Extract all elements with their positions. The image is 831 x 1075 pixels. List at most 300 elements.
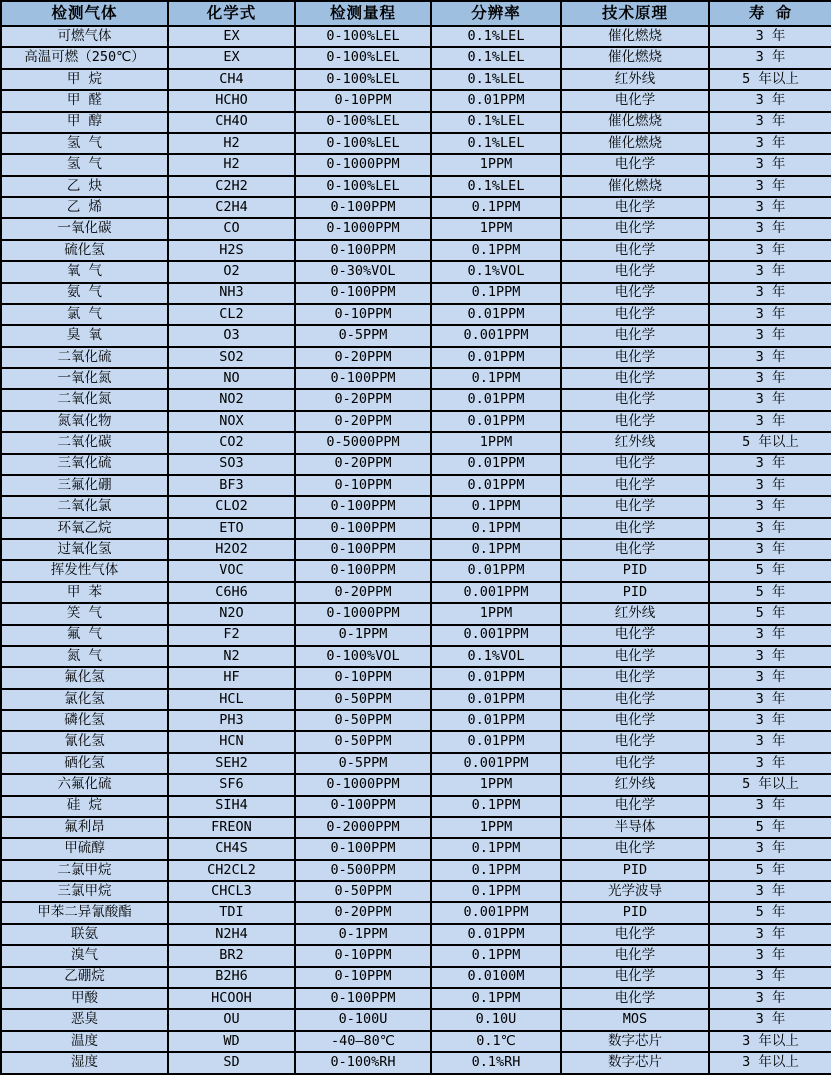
table-cell: 硒化氢: [1, 753, 168, 774]
table-cell: 电化学: [561, 325, 709, 346]
table-cell: 二氧化氯: [1, 496, 168, 517]
table-cell: 3 年: [709, 1009, 831, 1030]
table-row: [1, 560, 831, 581]
table-cell: 电化学: [561, 967, 709, 988]
table-cell: CH2CL2: [168, 860, 295, 881]
table-cell: HCL: [168, 689, 295, 710]
table-cell: 0.001PPM: [431, 625, 561, 646]
table-cell: 电化学: [561, 710, 709, 731]
table-cell: 0.1PPM: [431, 945, 561, 966]
table-cell: H2: [168, 133, 295, 154]
table-cell: 电化学: [561, 240, 709, 261]
table-cell: 0-1000PPM: [295, 154, 431, 175]
table-cell: 3 年: [709, 347, 831, 368]
table-cell: 0-20PPM: [295, 347, 431, 368]
table-cell: 0-100PPM: [295, 988, 431, 1009]
table-cell: 环氧乙烷: [1, 518, 168, 539]
table-cell: 1PPM: [431, 154, 561, 175]
table-cell: 过氧化氢: [1, 539, 168, 560]
table-cell: 5 年: [709, 902, 831, 923]
table-cell: 0.1PPM: [431, 518, 561, 539]
table-cell: 0-100%LEL: [295, 26, 431, 47]
table-cell: 3 年: [709, 945, 831, 966]
table-cell: CHCL3: [168, 881, 295, 902]
table-cell: 1PPM: [431, 603, 561, 624]
table-row: [1, 753, 831, 774]
table-row: [1, 154, 831, 175]
table-row: [1, 389, 831, 410]
table-cell: 5 年: [709, 860, 831, 881]
header-row: [1, 1, 831, 26]
table-cell: 甲苯二异氰酸酯: [1, 902, 168, 923]
table-row: [1, 646, 831, 667]
table-cell: 3 年: [709, 838, 831, 859]
table-cell: CH4: [168, 69, 295, 90]
table-cell: 3 年: [709, 689, 831, 710]
table-row: [1, 731, 831, 752]
table-body: [1, 26, 831, 1074]
table-cell: 0-100PPM: [295, 518, 431, 539]
table-row: [1, 1009, 831, 1030]
table-cell: 0-10PPM: [295, 304, 431, 325]
table-row: [1, 881, 831, 902]
table-cell: 氨 气: [1, 283, 168, 304]
table-cell: 0-100%VOL: [295, 646, 431, 667]
table-cell: 0.1PPM: [431, 539, 561, 560]
table-cell: 0-500PPM: [295, 860, 431, 881]
table-cell: 催化燃烧: [561, 133, 709, 154]
table-cell: 电化学: [561, 454, 709, 475]
table-cell: 0-100PPM: [295, 496, 431, 517]
table-cell: CH4O: [168, 112, 295, 133]
table-row: [1, 432, 831, 453]
table-cell: 3 年: [709, 710, 831, 731]
table-cell: 氟 气: [1, 625, 168, 646]
table-cell: 0.001PPM: [431, 753, 561, 774]
table-cell: 乙硼烷: [1, 967, 168, 988]
table-cell: 湿度: [1, 1052, 168, 1074]
table-cell: 0.01PPM: [431, 667, 561, 688]
table-cell: 0-10PPM: [295, 475, 431, 496]
table-cell: 乙 烯: [1, 197, 168, 218]
table-cell: SF6: [168, 774, 295, 795]
table-cell: 0.1PPM: [431, 197, 561, 218]
table-cell: 电化学: [561, 154, 709, 175]
table-cell: 电化学: [561, 304, 709, 325]
table-cell: 3 年: [709, 731, 831, 752]
table-cell: 3 年: [709, 539, 831, 560]
table-cell: HCN: [168, 731, 295, 752]
table-cell: 电化学: [561, 475, 709, 496]
table-cell: 光学波导: [561, 881, 709, 902]
table-row: [1, 838, 831, 859]
table-cell: PID: [561, 860, 709, 881]
table-cell: 硫化氢: [1, 240, 168, 261]
table-cell: 0-10PPM: [295, 90, 431, 111]
table-cell: 3 年: [709, 133, 831, 154]
table-row: [1, 603, 831, 624]
table-row: [1, 496, 831, 517]
table-row: [1, 518, 831, 539]
table-cell: 电化学: [561, 496, 709, 517]
table-cell: 0-10PPM: [295, 945, 431, 966]
table-cell: 3 年: [709, 988, 831, 1009]
table-cell: 0.0100M: [431, 967, 561, 988]
table-cell: 3 年: [709, 646, 831, 667]
table-cell: 三氯甲烷: [1, 881, 168, 902]
table-cell: 5 年以上: [709, 69, 831, 90]
table-cell: SIH4: [168, 796, 295, 817]
table-cell: TDI: [168, 902, 295, 923]
table-cell: HCHO: [168, 90, 295, 111]
table-cell: C2H2: [168, 176, 295, 197]
table-cell: C2H4: [168, 197, 295, 218]
table-cell: 0.01PPM: [431, 90, 561, 111]
table-cell: 氟化氢: [1, 667, 168, 688]
table-cell: 催化燃烧: [561, 47, 709, 68]
table-cell: 氟利昂: [1, 817, 168, 838]
table-row: [1, 860, 831, 881]
table-cell: 0.1PPM: [431, 496, 561, 517]
table-cell: 3 年: [709, 881, 831, 902]
table-cell: EX: [168, 47, 295, 68]
table-cell: 电化学: [561, 218, 709, 239]
table-row: [1, 261, 831, 282]
table-cell: BR2: [168, 945, 295, 966]
table-cell: 电化学: [561, 945, 709, 966]
table-cell: 0-100%LEL: [295, 112, 431, 133]
table-cell: 一氧化碳: [1, 218, 168, 239]
table-cell: 0-2000PPM: [295, 817, 431, 838]
column-header: 寿 命: [709, 1, 831, 26]
table-cell: SEH2: [168, 753, 295, 774]
column-header: 分辨率: [431, 1, 561, 26]
table-cell: 0-30%VOL: [295, 261, 431, 282]
table-cell: 乙 炔: [1, 176, 168, 197]
table-cell: 5 年: [709, 560, 831, 581]
table-row: [1, 967, 831, 988]
table-cell: PID: [561, 560, 709, 581]
table-cell: 0-50PPM: [295, 689, 431, 710]
column-header: 技术原理: [561, 1, 709, 26]
table-cell: F2: [168, 625, 295, 646]
table-cell: 0-100PPM: [295, 240, 431, 261]
table-cell: 0.01PPM: [431, 731, 561, 752]
table-cell: 3 年: [709, 261, 831, 282]
table-cell: 0-10PPM: [295, 667, 431, 688]
table-cell: 电化学: [561, 368, 709, 389]
table-cell: 电化学: [561, 646, 709, 667]
table-cell: 笑 气: [1, 603, 168, 624]
table-cell: NOX: [168, 411, 295, 432]
table-cell: HCOOH: [168, 988, 295, 1009]
table-cell: 0.1PPM: [431, 796, 561, 817]
table-cell: 0-100PPM: [295, 539, 431, 560]
table-cell: 5 年以上: [709, 432, 831, 453]
table-cell: 0.1PPM: [431, 838, 561, 859]
table-cell: 甲硫醇: [1, 838, 168, 859]
table-cell: 0-50PPM: [295, 881, 431, 902]
table-row: [1, 347, 831, 368]
table-cell: H2O2: [168, 539, 295, 560]
table-cell: N2O: [168, 603, 295, 624]
table-cell: 氮氧化物: [1, 411, 168, 432]
table-cell: 0-100PPM: [295, 838, 431, 859]
table-cell: 二氧化硫: [1, 347, 168, 368]
table-cell: 0-100%RH: [295, 1052, 431, 1074]
table-cell: 3 年: [709, 26, 831, 47]
table-cell: PID: [561, 902, 709, 923]
table-cell: 挥发性气体: [1, 560, 168, 581]
table-cell: 电化学: [561, 539, 709, 560]
table-cell: 氢 气: [1, 154, 168, 175]
table-cell: 3 年: [709, 796, 831, 817]
table-cell: H2S: [168, 240, 295, 261]
table-cell: 六氟化硫: [1, 774, 168, 795]
table-cell: 恶臭: [1, 1009, 168, 1030]
table-row: [1, 582, 831, 603]
table-cell: 0.1%LEL: [431, 69, 561, 90]
table-cell: 3 年: [709, 197, 831, 218]
table-cell: 0-100PPM: [295, 796, 431, 817]
table-cell: 溴气: [1, 945, 168, 966]
table-cell: 磷化氢: [1, 710, 168, 731]
table-cell: NO2: [168, 389, 295, 410]
table-row: [1, 817, 831, 838]
table-cell: OU: [168, 1009, 295, 1030]
table-cell: 0-1000PPM: [295, 218, 431, 239]
table-cell: 0-5PPM: [295, 753, 431, 774]
table-cell: PID: [561, 582, 709, 603]
table-cell: N2H4: [168, 924, 295, 945]
table-cell: 电化学: [561, 411, 709, 432]
table-row: [1, 667, 831, 688]
table-cell: 氰化氢: [1, 731, 168, 752]
table-cell: 0.1PPM: [431, 240, 561, 261]
table-cell: 数字芯片: [561, 1031, 709, 1052]
table-cell: 5 年: [709, 603, 831, 624]
table-row: [1, 90, 831, 111]
table-cell: 电化学: [561, 283, 709, 304]
table-cell: CO: [168, 218, 295, 239]
table-row: [1, 368, 831, 389]
table-cell: 催化燃烧: [561, 26, 709, 47]
table-cell: CO2: [168, 432, 295, 453]
table-cell: -40—80℃: [295, 1031, 431, 1052]
table-cell: SO3: [168, 454, 295, 475]
table-cell: 甲 醇: [1, 112, 168, 133]
table-cell: 5 年以上: [709, 774, 831, 795]
table-cell: SD: [168, 1052, 295, 1074]
table-cell: BF3: [168, 475, 295, 496]
table-cell: 氮 气: [1, 646, 168, 667]
table-cell: 红外线: [561, 69, 709, 90]
table-cell: 5 年: [709, 817, 831, 838]
table-cell: VOC: [168, 560, 295, 581]
table-cell: 0-1PPM: [295, 625, 431, 646]
table-cell: 3 年以上: [709, 1052, 831, 1074]
table-cell: 1PPM: [431, 432, 561, 453]
table-cell: 红外线: [561, 432, 709, 453]
table-cell: 0.1%LEL: [431, 26, 561, 47]
table-cell: 一氧化氮: [1, 368, 168, 389]
table-cell: 甲 烷: [1, 69, 168, 90]
table-cell: 0-100%LEL: [295, 47, 431, 68]
table-row: [1, 176, 831, 197]
table-cell: 数字芯片: [561, 1052, 709, 1074]
table-cell: 催化燃烧: [561, 112, 709, 133]
table-cell: 3 年: [709, 283, 831, 304]
table-row: [1, 454, 831, 475]
table-cell: NH3: [168, 283, 295, 304]
table-cell: 0.01PPM: [431, 475, 561, 496]
table-cell: 3 年: [709, 924, 831, 945]
table-cell: 3 年: [709, 304, 831, 325]
table-cell: 0-50PPM: [295, 731, 431, 752]
table-cell: 氯 气: [1, 304, 168, 325]
table-cell: 电化学: [561, 667, 709, 688]
table-cell: 0.01PPM: [431, 389, 561, 410]
table-row: [1, 945, 831, 966]
table-cell: 0-5000PPM: [295, 432, 431, 453]
table-cell: 0.1PPM: [431, 368, 561, 389]
table-cell: 红外线: [561, 603, 709, 624]
table-cell: 3 年: [709, 454, 831, 475]
table-cell: 0.001PPM: [431, 902, 561, 923]
table-cell: 电化学: [561, 347, 709, 368]
table-cell: 电化学: [561, 731, 709, 752]
table-cell: 3 年: [709, 47, 831, 68]
table-cell: 臭 氧: [1, 325, 168, 346]
table-cell: WD: [168, 1031, 295, 1052]
table-cell: 甲 苯: [1, 582, 168, 603]
table-cell: 3 年: [709, 176, 831, 197]
table-cell: 温度: [1, 1031, 168, 1052]
table-cell: 3 年: [709, 154, 831, 175]
table-row: [1, 539, 831, 560]
table-row: [1, 625, 831, 646]
table-cell: CLO2: [168, 496, 295, 517]
table-cell: CH4S: [168, 838, 295, 859]
table-cell: MOS: [561, 1009, 709, 1030]
table-row: [1, 411, 831, 432]
table-cell: 甲 醛: [1, 90, 168, 111]
table-cell: 3 年: [709, 518, 831, 539]
table-cell: 0-100U: [295, 1009, 431, 1030]
table-cell: CL2: [168, 304, 295, 325]
table-cell: PH3: [168, 710, 295, 731]
table-row: [1, 774, 831, 795]
table-cell: 0-20PPM: [295, 582, 431, 603]
table-cell: EX: [168, 26, 295, 47]
table-cell: 3 年: [709, 411, 831, 432]
table-cell: 甲酸: [1, 988, 168, 1009]
table-cell: 0.01PPM: [431, 411, 561, 432]
table-cell: 3 年以上: [709, 1031, 831, 1052]
table-cell: 0.01PPM: [431, 347, 561, 368]
table-cell: 电化学: [561, 90, 709, 111]
table-cell: 3 年: [709, 368, 831, 389]
table-cell: 红外线: [561, 774, 709, 795]
table-cell: 氧 气: [1, 261, 168, 282]
table-cell: 三氟化硼: [1, 475, 168, 496]
table-row: [1, 283, 831, 304]
table-cell: 0.001PPM: [431, 325, 561, 346]
table-row: [1, 1052, 831, 1074]
table-cell: 1PPM: [431, 817, 561, 838]
table-cell: 0.1PPM: [431, 860, 561, 881]
table-row: [1, 902, 831, 923]
table-cell: 3 年: [709, 240, 831, 261]
table-row: [1, 47, 831, 68]
table-row: [1, 133, 831, 154]
table-cell: 0.1PPM: [431, 283, 561, 304]
table-cell: 电化学: [561, 689, 709, 710]
table-cell: 电化学: [561, 838, 709, 859]
table-cell: 0.01PPM: [431, 454, 561, 475]
table-cell: C6H6: [168, 582, 295, 603]
table-cell: 0-5PPM: [295, 325, 431, 346]
table-cell: 3 年: [709, 90, 831, 111]
table-row: [1, 710, 831, 731]
table-row: [1, 325, 831, 346]
table-cell: 0-100%LEL: [295, 176, 431, 197]
table-cell: 联氨: [1, 924, 168, 945]
table-cell: 电化学: [561, 625, 709, 646]
table-row: [1, 69, 831, 90]
table-cell: 0.1PPM: [431, 881, 561, 902]
table-cell: 硅 烷: [1, 796, 168, 817]
table-cell: 3 年: [709, 389, 831, 410]
table-cell: 0-100PPM: [295, 560, 431, 581]
table-cell: 0-20PPM: [295, 454, 431, 475]
table-cell: 1PPM: [431, 218, 561, 239]
table-cell: 0.001PPM: [431, 582, 561, 603]
table-cell: 3 年: [709, 112, 831, 133]
table-row: [1, 689, 831, 710]
table-cell: 二氧化氮: [1, 389, 168, 410]
table-cell: 3 年: [709, 475, 831, 496]
table-cell: 0.01PPM: [431, 689, 561, 710]
table-cell: 电化学: [561, 389, 709, 410]
table-cell: 催化燃烧: [561, 176, 709, 197]
table-cell: 3 年: [709, 967, 831, 988]
table-cell: 0.1%VOL: [431, 261, 561, 282]
table-cell: 电化学: [561, 796, 709, 817]
table-row: [1, 988, 831, 1009]
table-cell: 3 年: [709, 667, 831, 688]
table-cell: 0-20PPM: [295, 902, 431, 923]
table-cell: 可燃气体: [1, 26, 168, 47]
table-cell: 0-1PPM: [295, 924, 431, 945]
table-cell: 高温可燃（250℃）: [1, 47, 168, 68]
table-cell: H2: [168, 154, 295, 175]
table-cell: 0-100PPM: [295, 368, 431, 389]
table-cell: 0.1%RH: [431, 1052, 561, 1074]
table-cell: 0.1%LEL: [431, 112, 561, 133]
table-cell: O2: [168, 261, 295, 282]
table-cell: 0.01PPM: [431, 710, 561, 731]
table-cell: N2: [168, 646, 295, 667]
table-cell: 电化学: [561, 197, 709, 218]
table-cell: 电化学: [561, 518, 709, 539]
column-header: 检测气体: [1, 1, 168, 26]
table-cell: O3: [168, 325, 295, 346]
table-cell: 5 年: [709, 582, 831, 603]
table-cell: 3 年: [709, 218, 831, 239]
table-cell: NO: [168, 368, 295, 389]
table-cell: FREON: [168, 817, 295, 838]
